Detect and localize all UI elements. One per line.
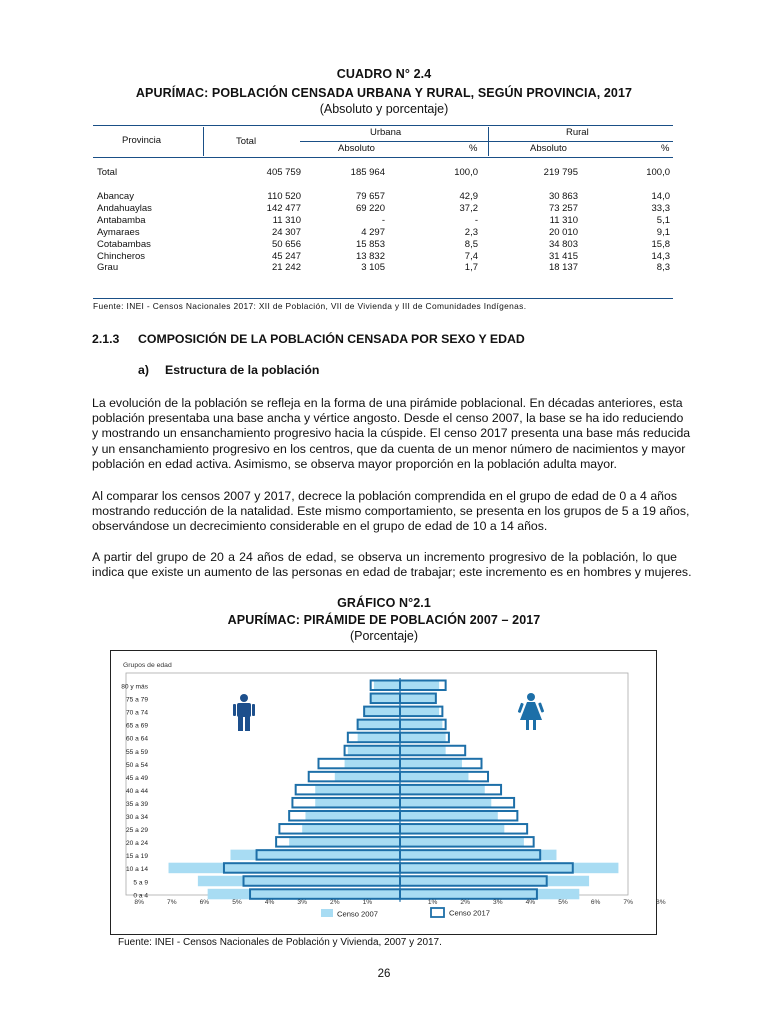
table-cell: 34 803 [548,238,578,250]
bar-2007-female [400,719,442,730]
paragraph-line: A partir del grupo de 20 a 24 años de edad, se observa un incremento progresivo de la población, lo que [92,550,677,564]
table-subtitle: (Absoluto y porcentaje) [319,102,449,116]
paragraph-2 [92,489,690,535]
table-cell: 30 863 [548,191,578,202]
row-label: Abancay [97,191,134,202]
table-source: Fuente: INEI - Censos Nacionales 2017: XII de Población, VII de Vivienda y III de Comunidades Indígenas. [93,301,527,311]
age-group-label: 0 a 4 [133,892,148,900]
paragraph-line: y mostrando un ensanchamiento progresivo hacia la cúspide. El censo 2017 presenta una base más reducida [92,426,691,441]
col-rural: Rural [566,127,589,138]
table-divider-rural [488,127,489,156]
x-tick-label: 3% [297,899,307,906]
x-tick-label: 2% [330,899,340,906]
legend-label-2017: Censo 2017 [449,908,490,918]
table-cell: 4 297 [361,226,385,238]
x-tick-label: 4% [525,899,536,906]
bar-2007-female [400,693,436,704]
bar-2007-male [169,863,400,874]
bar-2007-female [400,680,439,691]
table-cell: 31 415 [548,250,578,262]
bar-2007-male [208,889,400,900]
x-tick-label: 8% [134,899,144,906]
bar-2007-female [400,758,462,769]
bar-2007-male [371,693,400,704]
figure-source: Fuente: INEI - Censos Nacionales de Población y Vivienda, 2007 y 2017. [118,937,442,948]
table-cell: 9,1 [656,226,670,238]
x-tick-label: 3% [493,899,503,906]
table-cell: 8,5 [464,238,478,250]
bar-2007-male [358,732,400,743]
table-cell: 73 257 [548,202,578,214]
table-cell: 1,7 [464,262,478,274]
page-number: 26 [377,968,391,980]
table-cell: 11 310 [549,214,578,226]
table-top-rule [93,125,673,126]
age-group-label: 25 a 29 [126,827,148,835]
table-cell: 142 477 [266,202,301,214]
population-pyramid-chart [111,651,666,934]
col-total: Total [236,136,257,147]
table-cell: 18 137 [548,262,578,274]
legend-swatch-2007 [321,909,333,917]
section-title: COMPOSICIÓN DE LA POBLACIÓN CENSADA POR SEXO Y EDAD [138,332,525,346]
x-tick-label: 1% [362,899,373,906]
section-number: 2.1.3 [92,332,120,346]
row-label: Total [97,167,118,178]
col-provincia: Provincia [122,135,162,146]
bar-2007-male [374,680,400,691]
bar-2007-male [348,745,400,756]
x-tick-label: 6% [199,899,210,906]
age-group-label: 70 a 74 [126,709,148,717]
age-group-label: 10 a 14 [126,866,148,874]
table-bottom-rule [93,298,673,299]
table-cell: 100,0 [646,167,670,178]
bar-2007-female [400,797,491,808]
table-cell: 2,3 [464,226,478,238]
female-figure-icon [518,693,545,730]
paragraph-line: y un ensanchamiento progresivo en los centros, que da cuenta de un menor número de nacimientos y mayor [92,441,686,456]
x-tick-label: 7% [167,899,177,906]
chart-frame [110,650,666,935]
table-cell: 37,2 [459,202,478,214]
table-cell: 110 520 [267,191,301,202]
bar-2007-male [315,784,400,795]
x-tick-label: 5% [558,899,568,906]
bar-2007-female [400,706,439,717]
bar-2007-male [315,797,400,808]
age-group-label: 5 a 9 [133,879,148,887]
y-axis-title: Grupos de edad [123,662,172,669]
row-label: Andahuaylas [97,202,152,214]
subsection-letter: a) [138,363,149,377]
bar-2007-male [289,837,400,848]
table-cell: 5,1 [656,214,670,226]
bar-2007-female [400,745,446,756]
table-subheader-rule [300,141,673,142]
table-cell: 45 247 [271,250,301,262]
bar-2007-male [358,719,400,730]
subsection-title: Estructura de la población [165,363,320,377]
x-tick-label: 4% [264,899,275,906]
table-cell: 8,3 [656,262,670,274]
col-urbana-abs: Absoluto [338,143,375,154]
legend-label-2007: Censo 2007 [337,909,378,919]
bar-2007-female [400,811,498,822]
male-figure-icon [233,694,255,731]
table-cell: 69 220 [355,202,385,214]
paragraph-line: Al comparar los censos 2007 y 2017, decrece la población comprendida en el grupo de edad de 0 a 4 años [92,489,677,503]
table-cell: 79 657 [355,191,385,202]
table-cell: 21 242 [271,262,301,274]
paragraph-line: indica que existe un aumento de las personas en edad de trabajar; este incremento es en hombres y mujeres. [92,565,692,580]
table-cell: 7,4 [464,250,478,262]
col-rural-pct: % [661,143,670,154]
col-rural-abs: Absoluto [530,143,567,154]
bar-2007-female [400,850,556,861]
age-group-label: 75 a 79 [126,696,148,704]
row-label: Antabamba [97,214,146,226]
x-tick-label: 2% [460,899,470,906]
table-label: CUADRO N° 2.4 [336,67,432,81]
paragraph-line: La evolución de la población se refleja en la forma de una pirámide poblacional. En décadas anteriores, esta [92,396,683,410]
paragraph-1 [92,396,691,472]
age-group-label: 20 a 24 [126,840,148,848]
row-label: Chincheros [97,250,146,262]
table-divider [203,127,204,156]
paragraph-line: observándose un decrecimiento considerable en el grupo de edad de 10 a 14 años. [92,519,548,534]
bar-2007-male [305,811,400,822]
bar-2007-female [400,732,446,743]
bar-2007-male [198,876,400,887]
bar-2007-male [345,758,400,769]
row-label: Aymaraes [97,226,140,238]
table-cell: 14,0 [651,191,670,202]
bar-2007-female [400,824,504,835]
table-cell: 15 853 [355,238,385,250]
table-header-rule [93,157,673,158]
table-cell: 14,3 [651,250,670,262]
table-cell: 185 964 [350,167,385,178]
table-cell: 15,8 [651,238,670,250]
bar-2007-female [400,876,589,887]
paragraph-line: mostrando reducción de la natalidad. Este mismo comportamiento, se presenta en los grupos de 5 a 19 años, [92,504,690,519]
age-group-label: 40 a 44 [126,787,148,795]
age-group-label: 60 a 64 [126,735,148,743]
bar-2007-male [364,706,400,717]
table-cell: 33,3 [651,202,670,214]
legend-swatch-2017 [431,908,444,917]
age-group-label: 35 a 39 [126,800,148,808]
figure-subtitle: (Porcentaje) [349,629,419,643]
age-group-label: 45 a 49 [126,774,148,782]
bar-2007-female [400,863,618,874]
table-cell: 219 795 [543,167,578,178]
table-cell: 11 310 [272,214,301,226]
paragraph-3 [92,550,692,580]
table-cell: - [474,214,478,226]
bar-2007-male [302,824,400,835]
age-group-label: 50 a 54 [126,761,148,769]
age-group-label: 80 y más [121,683,148,691]
row-label: Grau [97,262,119,274]
bar-2007-male [335,771,400,782]
bar-2007-female [400,889,579,900]
table-cell: 3 105 [361,262,385,274]
x-tick-label: 1% [427,899,438,906]
paragraph-line: población presentaba una base ancha y vértice angosto. Desde el censo 2007, la base se ha ido reduciendo [92,411,684,426]
row-label: Cotabambas [97,238,151,250]
table-cell: 50 656 [271,238,301,250]
figure-label: GRÁFICO N°2.1 [337,596,431,610]
col-urbana: Urbana [370,127,402,138]
table-cell: 24 307 [271,226,301,238]
table-cell: 405 759 [266,167,301,178]
x-tick-label: 7% [623,899,633,906]
table-cell: 42,9 [459,191,478,202]
x-tick-label: 5% [232,899,242,906]
table-cell: 13 832 [355,250,385,262]
x-tick-label: 8% [656,899,666,906]
table-cell: 20 010 [548,226,578,238]
bar-2007-female [400,837,524,848]
bar-2007-female [400,771,468,782]
age-group-label: 30 a 34 [126,814,148,821]
age-group-label: 55 a 59 [126,748,148,756]
table-cell: 100,0 [454,167,478,178]
table-cell: - [381,214,385,226]
bar-2007-female [400,784,485,795]
x-tick-label: 6% [590,899,601,906]
age-group-label: 15 a 19 [126,853,148,861]
age-group-label: 65 a 69 [126,722,148,730]
table-title: APURÍMAC: POBLACIÓN CENSADA URBANA Y RURAL, SEGÚN PROVINCIA, 2017 [135,86,633,100]
col-urbana-pct: % [469,143,478,154]
figure-title: APURÍMAC: PIRÁMIDE DE POBLACIÓN 2007 – 2017 [227,613,541,627]
paragraph-line: población en edad activa. Asimismo, se observa mayor proporción en la población adulta mayor. [92,456,617,471]
